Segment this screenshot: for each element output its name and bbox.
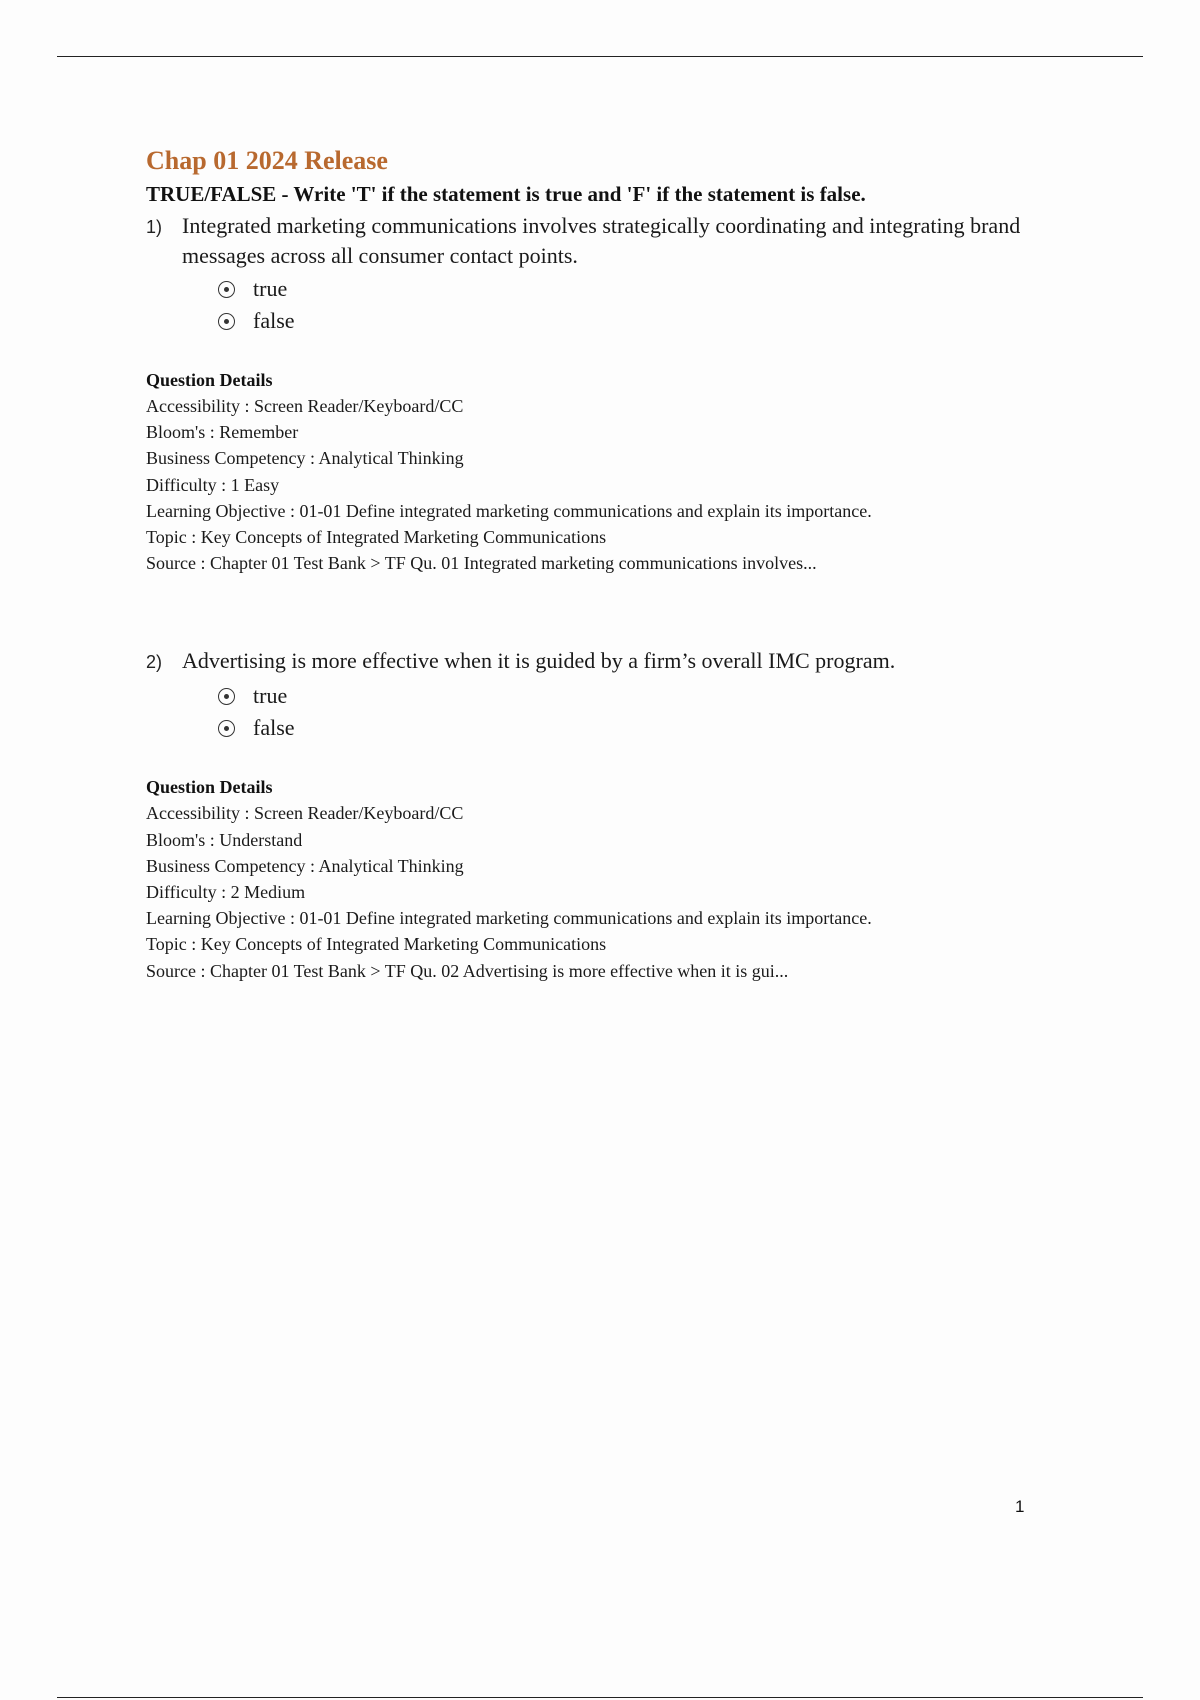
detail-source: Source : Chapter 01 Test Bank > TF Qu. 02 Advertising is more effective when it is gui... <box>146 960 789 981</box>
detail-business-competency: Business Competency : Analytical Thinking <box>146 855 464 876</box>
details-heading: Question Details <box>146 777 273 798</box>
detail-blooms: Bloom's : Understand <box>146 829 303 850</box>
radio-icon[interactable] <box>218 313 235 330</box>
radio-icon[interactable] <box>218 720 235 737</box>
footer-rule <box>57 1697 1143 1698</box>
detail-accessibility: Accessibility : Screen Reader/Keyboard/CC <box>146 396 464 416</box>
option-label: false <box>253 715 295 741</box>
answer-options <box>218 273 1076 337</box>
question-details <box>146 367 1076 576</box>
page-number: 1 <box>1015 1497 1025 1516</box>
header-rule <box>57 56 1143 57</box>
option-true[interactable] <box>218 273 1076 305</box>
question-number: 2) <box>146 652 163 673</box>
radio-icon[interactable] <box>218 281 235 298</box>
option-false[interactable] <box>218 712 1076 744</box>
option-label: false <box>253 308 295 333</box>
option-label: true <box>253 683 288 709</box>
question-details <box>146 774 1076 983</box>
page-content <box>146 143 1076 984</box>
detail-difficulty: Difficulty : 2 Medium <box>146 882 306 903</box>
question-2 <box>146 646 1076 983</box>
option-false[interactable] <box>218 305 1076 337</box>
detail-source: Source : Chapter 01 Test Bank > TF Qu. 01 Integrated marketing communications involves... <box>146 553 817 574</box>
answer-options <box>218 680 1076 744</box>
detail-learning-objective: Learning Objective : 01-01 Define integrated marketing communications and explain its importance. <box>146 908 872 929</box>
option-true[interactable] <box>218 680 1076 712</box>
detail-business-competency: Business Competency : Analytical Thinking <box>146 448 464 469</box>
detail-learning-objective: Learning Objective : 01-01 Define integrated marketing communications and explain its importance. <box>146 500 872 521</box>
detail-accessibility: Accessibility : Screen Reader/Keyboard/CC <box>146 803 464 824</box>
question-text: Advertising is more effective when it is guided by a firm’s overall IMC program. <box>182 648 896 674</box>
page-title: Chap 01 2024 Release <box>146 146 388 175</box>
section-instructions: TRUE/FALSE - Write 'T' if the statement is true and 'F' if the statement is false. <box>146 182 866 206</box>
detail-topic: Topic : Key Concepts of Integrated Marketing Communications <box>146 934 607 955</box>
question-text: Integrated marketing communications involves strategically coordinating and integrating brand messages across all consumer contact points. <box>182 213 1021 268</box>
question-1 <box>146 211 1076 576</box>
detail-blooms: Bloom's : Remember <box>146 422 299 443</box>
question-number: 1) <box>146 217 163 237</box>
option-label: true <box>253 276 288 301</box>
detail-topic: Topic : Key Concepts of Integrated Marketing Communications <box>146 527 607 548</box>
details-heading: Question Details <box>146 370 273 390</box>
detail-difficulty: Difficulty : 1 Easy <box>146 474 280 495</box>
radio-icon[interactable] <box>218 688 235 705</box>
